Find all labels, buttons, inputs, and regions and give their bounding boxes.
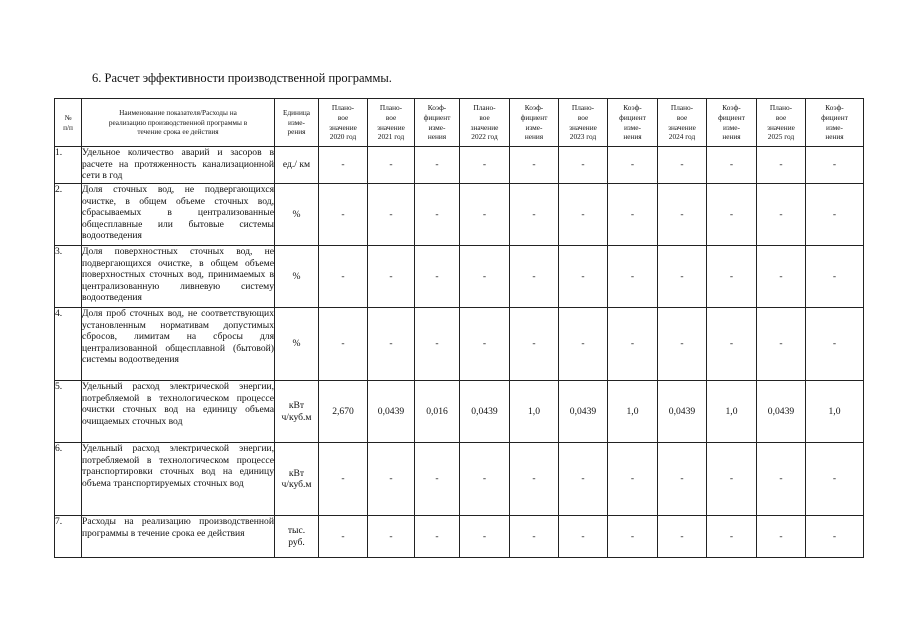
column-header-line: Единица [282,107,311,117]
row-number: 3. [55,246,82,308]
column-header-line: значение [668,122,696,132]
column-header-1 [82,99,275,147]
value-cell: - [460,516,510,558]
column-header-5 [415,99,460,147]
column-header-line: изме- [288,117,305,127]
value-cell: 1,0 [707,381,757,443]
value-cell: - [707,147,757,184]
column-header-line: значение [470,122,499,132]
value-cell: - [460,443,510,516]
table-row [55,184,864,246]
column-header-3 [319,99,368,147]
value-cell: - [510,184,559,246]
indicator-name: Удельный расход электрической энергии, потребляемой в технологическом процессе очистки сточных вод на единицу объема очищаемых сточных вод [82,381,275,443]
column-header-line: вое [775,112,787,122]
column-header-line: Коэф- [722,102,741,112]
efficiency-table [54,98,864,558]
column-header-line: изме- [624,122,641,132]
value-cell: - [368,308,415,381]
value-cell: - [757,308,806,381]
column-header-line: 2024 год [668,132,696,142]
column-header-line: 2021 год [377,132,405,142]
value-cell: - [368,246,415,308]
column-header-line: значение [377,122,405,132]
column-header-line: Плано- [769,102,793,112]
value-cell: - [319,184,368,246]
column-header-line: вое [577,112,589,122]
value-cell: - [658,443,707,516]
unit-line: % [292,270,301,282]
value-cell: - [510,147,559,184]
value-cell: 0,016 [415,381,460,443]
value-cell: - [510,246,559,308]
value-cell: - [460,147,510,184]
column-header-4 [368,99,415,147]
value-cell: - [806,443,864,516]
value-cell: - [368,184,415,246]
table-header-row [55,99,864,147]
value-cell: - [707,516,757,558]
value-cell: - [415,184,460,246]
value-cell: 1,0 [806,381,864,443]
row-number: 1. [55,147,82,184]
column-header-line: нения [825,132,844,142]
table-row [55,308,864,381]
column-header-line: значение [329,122,357,132]
value-cell: - [319,147,368,184]
column-header-line: 2025 год [767,132,795,142]
value-cell: 1,0 [608,381,658,443]
column-header-line: 2020 год [329,132,357,142]
value-cell: - [608,147,658,184]
value-cell: - [559,147,608,184]
value-cell: 0,0439 [368,381,415,443]
column-header-line: фициент [619,112,646,122]
unit-line: руб. [288,536,305,548]
unit-of-measure [275,516,319,558]
unit-of-measure [275,308,319,381]
row-number: 7. [55,516,82,558]
column-header-8 [559,99,608,147]
table-row [55,147,864,184]
value-cell: - [757,443,806,516]
table-row [55,443,864,516]
value-cell: - [559,516,608,558]
value-cell: - [319,443,368,516]
column-header-line: Коэф- [623,102,642,112]
value-cell: - [658,147,707,184]
column-header-line: Наименование показателя/Расходы на [119,107,237,117]
column-header-line: значение [767,122,795,132]
value-cell: - [460,308,510,381]
column-header-6 [460,99,510,147]
unit-of-measure [275,147,319,184]
column-header-line: 2022 год [471,132,498,142]
indicator-name: Удельное количество аварий и засоров в расчете на протяженность канализационной сети в год [82,147,275,184]
value-cell: 0,0439 [460,381,510,443]
value-cell: 2,670 [319,381,368,443]
indicator-name: Доля сточных вод, не подвергающихся очистке, в общем объеме сточных вод, сбрасываемых в централизованные общесплавные или бытовые системы водоотведения [82,184,275,246]
value-cell: 0,0439 [757,381,806,443]
column-header-line: изме- [525,122,543,132]
value-cell: 0,0439 [559,381,608,443]
value-cell: - [806,308,864,381]
column-header-line: № [64,112,72,122]
column-header-line: Коэф- [825,102,844,112]
table-row [55,381,864,443]
value-cell: - [368,443,415,516]
column-header-12 [757,99,806,147]
value-cell: - [510,443,559,516]
column-header-line: вое [385,112,397,122]
row-number: 6. [55,443,82,516]
value-cell: - [368,147,415,184]
value-cell: - [460,246,510,308]
value-cell: - [559,308,608,381]
value-cell: - [806,516,864,558]
unit-line: кВт [288,467,305,479]
value-cell: - [415,443,460,516]
value-cell: - [460,184,510,246]
value-cell: - [806,184,864,246]
value-cell: 1,0 [510,381,559,443]
column-header-line: нения [623,132,642,142]
column-header-line: течение срока ее действия [137,127,219,137]
value-cell: - [658,246,707,308]
value-cell: - [319,516,368,558]
column-header-line: Коэф- [524,102,544,112]
column-header-line: Плано- [670,102,694,112]
column-header-line: фициент [821,112,848,122]
column-header-0 [55,99,82,147]
value-cell: - [707,308,757,381]
unit-line: ед./ км [282,159,311,171]
unit-line: ч/куб.м [281,411,312,423]
value-cell: - [757,147,806,184]
column-header-line: нения [524,132,544,142]
unit-line: тыс. [287,525,306,536]
indicator-name: Удельный расход электрической энергии, потребляемой в технологическом процессе транспортировки сточных вод на единицу объема транспортируемых сточных вод [82,443,275,516]
column-header-line: Плано- [473,102,496,112]
value-cell: - [415,308,460,381]
value-cell: - [707,184,757,246]
row-number: 5. [55,381,82,443]
column-header-line: рения [287,127,306,137]
value-cell: - [707,443,757,516]
value-cell: - [510,516,559,558]
value-cell: - [368,516,415,558]
value-cell: - [608,443,658,516]
column-header-13 [806,99,864,147]
value-cell: - [658,184,707,246]
value-cell: - [757,516,806,558]
column-header-line: реализацию производственной программы в [108,117,248,127]
value-cell: - [415,147,460,184]
unit-of-measure [275,443,319,516]
value-cell: - [658,308,707,381]
indicator-name: Доля поверхностных сточных вод, не подвергающихся очистке, в общем объеме поверхностных сточных вод, принимаемых в централизованную ливневую систему водоотведения [82,246,275,308]
value-cell: - [806,147,864,184]
value-cell: - [319,246,368,308]
column-header-line: Плано- [571,102,595,112]
column-header-2 [275,99,319,147]
value-cell: - [757,246,806,308]
column-header-line: фициент [423,112,451,122]
column-header-line: фициент [520,112,548,122]
column-header-line: п/п [63,122,73,132]
column-header-line: Плано- [379,102,403,112]
column-header-9 [608,99,658,147]
value-cell: - [559,246,608,308]
value-cell: - [559,184,608,246]
indicator-name: Доля проб сточных вод, не соответствующих установленным нормативам допустимых сбросов, лимитам на сбросы для централизованной общесплавной (бытовой) системы водоотведения [82,308,275,381]
column-header-line: вое [337,112,349,122]
table-row [55,516,864,558]
value-cell: - [510,308,559,381]
column-header-line: вое [479,112,490,122]
value-cell: - [415,516,460,558]
value-cell: - [608,516,658,558]
column-header-line: нения [722,132,741,142]
column-header-line: Коэф- [427,102,447,112]
column-header-line: фициент [718,112,745,122]
unit-line: ч/куб.м [281,479,312,490]
column-header-line: 2023 год [569,132,597,142]
value-cell: - [658,516,707,558]
value-cell: - [608,246,658,308]
value-cell: - [707,246,757,308]
value-cell: - [608,184,658,246]
value-cell: - [806,246,864,308]
unit-of-measure [275,381,319,443]
section-heading: 6. Расчет эффективности производственной программы. [92,71,392,85]
unit-line: кВт [288,400,305,411]
table-row [55,246,864,308]
column-header-11 [707,99,757,147]
unit-of-measure [275,184,319,246]
row-number: 4. [55,308,82,381]
unit-of-measure [275,246,319,308]
value-cell: 0,0439 [658,381,707,443]
column-header-line: изме- [723,122,740,132]
column-header-10 [658,99,707,147]
indicator-name: Расходы на реализацию производственной программы в течение срока ее действия [82,516,275,558]
column-header-line: изме- [826,122,843,132]
column-header-line: Плано- [331,102,355,112]
value-cell: - [608,308,658,381]
value-cell: - [319,308,368,381]
column-header-line: вое [676,112,688,122]
column-header-line: значение [569,122,597,132]
unit-line: % [292,208,301,220]
unit-line: % [292,338,301,350]
value-cell: - [757,184,806,246]
value-cell: - [415,246,460,308]
column-header-7 [510,99,559,147]
row-number: 2. [55,184,82,246]
column-header-line: нения [427,132,447,142]
column-header-line: изме- [428,122,446,132]
value-cell: - [559,443,608,516]
